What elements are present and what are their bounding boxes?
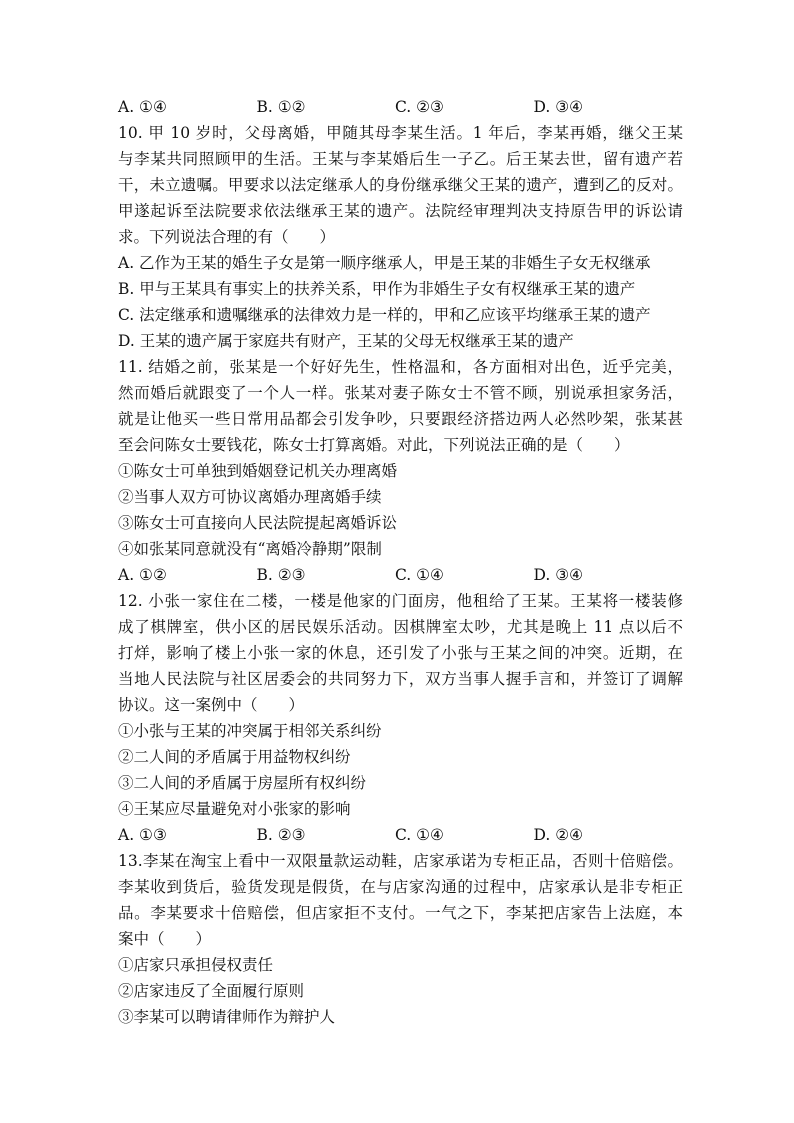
q12-stem-line: 成了棋牌室，供小区的居民娱乐活动。因棋牌室太吵，尤其是晚上 11 点以后不 xyxy=(118,618,683,636)
question-12 xyxy=(118,588,683,848)
q12-stem-line: 12. 小张一家住在二楼，一楼是他家的门面房，他租给了王某。王某将一楼装修 xyxy=(118,592,683,610)
q12-item-2: ②二人间的矛盾属于用益物权纠纷 xyxy=(118,748,351,766)
q12-item-3: ③二人间的矛盾属于房屋所有权纠纷 xyxy=(118,774,367,792)
q11-option-a: A. ①② xyxy=(118,566,167,584)
q11-item-3: ③陈女士可直接向人民法院提起离婚诉讼 xyxy=(118,514,398,532)
q9-option-c: C. ②③ xyxy=(395,98,444,116)
q9-option-d: D. ③④ xyxy=(533,98,584,116)
q12-item-4: ④王某应尽量避免对小张家的影响 xyxy=(118,800,351,818)
q10-choice-d: D. 王某的遗产属于家庭共有财产，王某的父母无权继承王某的遗产 xyxy=(118,332,574,350)
q12-stem-line: 协议。这一案例中（ ） xyxy=(118,696,305,714)
q11-item-4: ④如张某同意就没有“离婚冷静期”限制 xyxy=(118,540,382,558)
question-13 xyxy=(118,848,683,1030)
q10-stem-line: 甲遂起诉至法院要求依法继承王某的遗产。法院经审理判决支持原告甲的诉讼请 xyxy=(118,202,683,220)
q13-stem-line: 案中（ ） xyxy=(118,930,212,948)
q13-item-2: ②店家违反了全面履行原则 xyxy=(118,982,305,1000)
q12-option-c: C. ①④ xyxy=(395,826,444,844)
q9-option-a: A. ①④ xyxy=(118,98,167,116)
q9-option-b: B. ①② xyxy=(256,98,306,116)
q10-choice-a: A. 乙作为王某的婚生子女是第一顺序继承人，甲是王某的非婚生子女无权继承 xyxy=(118,254,651,272)
q13-stem-line: 李某收到货后，验货发现是假货，在与店家沟通的过程中，店家承认是非专柜正 xyxy=(118,878,683,896)
q13-stem-line: 13.李某在淘宝上看中一双限量款运动鞋，店家承诺为专柜正品，否则十倍赔偿。 xyxy=(118,852,683,870)
q11-stem-line: 至会问陈女士要钱花，陈女士打算离婚。对此，下列说法正确的是（ ） xyxy=(118,436,630,454)
q11-item-2: ②当事人双方可协议离婚办理离婚手续 xyxy=(118,488,382,506)
q12-stem-line: 当地人民法院与社区居委会的共同努力下，双方当事人握手言和，并签订了调解 xyxy=(118,670,683,688)
q10-stem-line: 与李某共同照顾甲的生活。王某与李某婚后生一子乙。后王某去世，留有遗产若 xyxy=(118,150,683,168)
q11-item-1: ①陈女士可单独到婚姻登记机关办理离婚 xyxy=(118,462,398,480)
q11-option-b: B. ②③ xyxy=(256,566,306,584)
q12-options xyxy=(118,822,683,848)
question-content xyxy=(118,94,683,1030)
q13-stem-line: 品。李某要求十倍赔偿，但店家拒不支付。一气之下，李某把店家告上法庭，本 xyxy=(118,904,683,922)
q9-options xyxy=(118,94,683,120)
q11-options xyxy=(118,562,683,588)
q11-stem-line: 然而婚后就跟变了一个人一样。张某对妻子陈女士不管不顾，别说承担家务活， xyxy=(118,384,683,402)
q12-stem-line: 打烊，影响了楼上小张一家的休息，还引发了小张与王某之间的冲突。近期，在 xyxy=(118,644,683,662)
q10-stem-line: 10. 甲 10 岁时，父母离婚，甲随其母李某生活。1 年后，李某再婚，继父王某 xyxy=(118,124,683,142)
q11-stem-line: 就是让他买一些日常用品都会引发争吵，只要跟经济搭边两人必然吵架，张某甚 xyxy=(118,410,683,428)
q11-option-d: D. ③④ xyxy=(533,566,584,584)
q10-choice-c: C. 法定继承和遗嘱继承的法律效力是一样的，甲和乙应该平均继承王某的遗产 xyxy=(118,306,651,324)
q13-item-3: ③李某可以聘请律师作为辩护人 xyxy=(118,1008,336,1026)
q12-option-b: B. ②③ xyxy=(256,826,306,844)
q12-option-a: A. ①③ xyxy=(118,826,167,844)
q10-stem-line: 求。下列说法合理的有（ ） xyxy=(118,228,336,246)
q11-option-c: C. ①④ xyxy=(395,566,444,584)
q12-option-d: D. ②④ xyxy=(533,826,584,844)
q13-item-1: ①店家只承担侵权责任 xyxy=(118,956,274,974)
question-11 xyxy=(118,354,683,588)
q12-item-1: ①小张与王某的冲突属于相邻关系纠纷 xyxy=(118,722,382,740)
q10-choice-b: B. 甲与王某具有事实上的扶养关系，甲作为非婚生子女有权继承王某的遗产 xyxy=(118,280,636,298)
question-10 xyxy=(118,120,683,354)
q11-stem-line: 11. 结婚之前，张某是一个好好先生，性格温和，各方面相对出色，近乎完美， xyxy=(118,358,683,376)
q10-stem-line: 干，未立遗嘱。甲要求以法定继承人的身份继承继父王某的遗产，遭到乙的反对。 xyxy=(118,176,683,194)
